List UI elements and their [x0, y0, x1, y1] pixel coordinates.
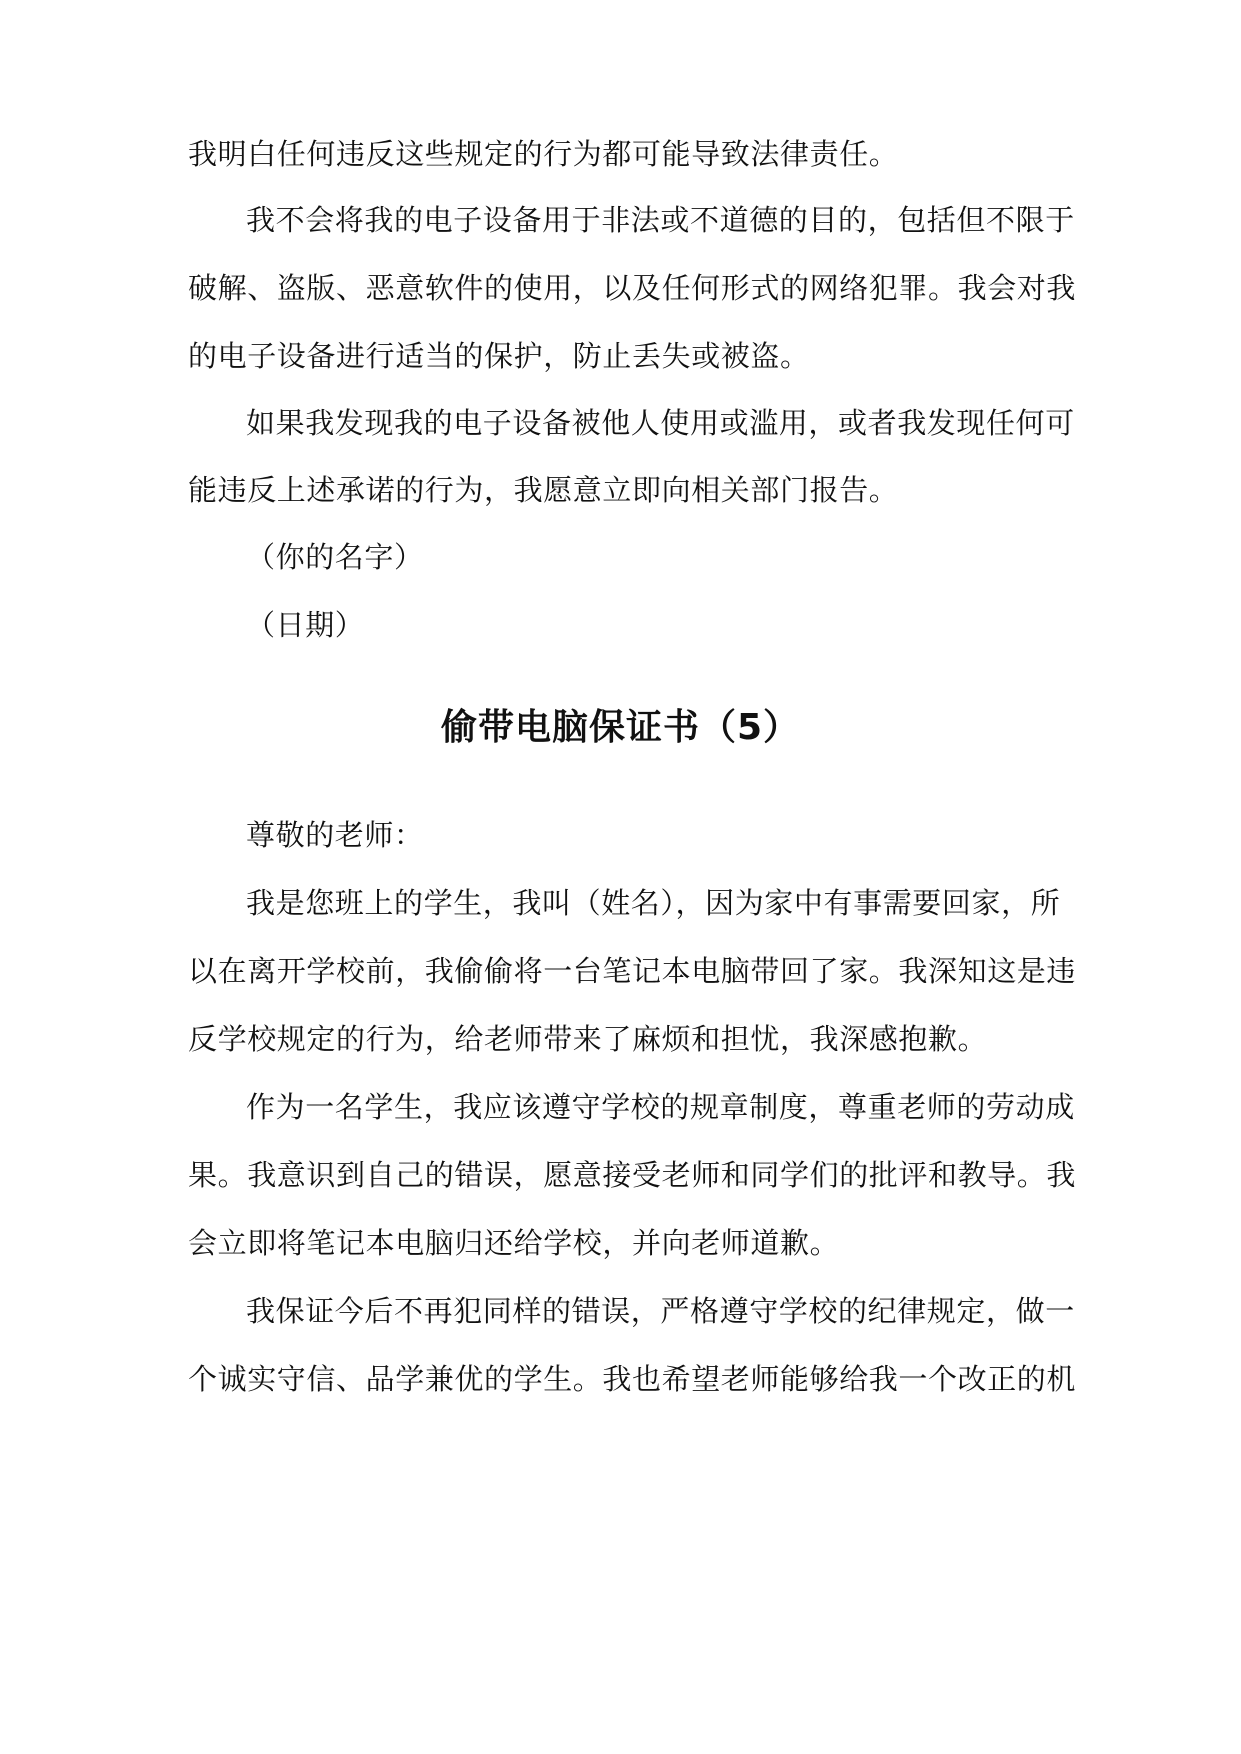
paragraph-line: 果。我意识到自己的错误，愿意接受老师和同学们的批评和教导。我 [188, 1158, 1077, 1192]
paragraph-line: 破解、盗版、恶意软件的使用，以及任何形式的网络犯罪。我会对我 [188, 271, 1077, 305]
paragraph-line: 会立即将笔记本电脑归还给学校，并向老师道歉。 [188, 1226, 840, 1260]
paragraph-line: 我是您班上的学生，我叫（姓名），因为家中有事需要回家，所 [246, 886, 1061, 920]
paragraph-line: 我明白任何违反这些规定的行为都可能导致法律责任。 [188, 137, 899, 171]
paragraph-line: 的电子设备进行适当的保护，防止丢失或被盗。 [188, 339, 810, 373]
section-title: 偷带电脑保证书（5） [440, 707, 801, 748]
salutation: 尊敬的老师： [246, 818, 424, 852]
paragraph-line: 如果我发现我的电子设备被他人使用或滥用，或者我发现任何可 [246, 406, 1075, 440]
paragraph-line: 以在离开学校前，我偷偷将一台笔记本电脑带回了家。我深知这是违 [188, 954, 1077, 988]
paragraph-line: 个诚实守信、品学兼优的学生。我也希望老师能够给我一个改正的机 [188, 1362, 1077, 1396]
paragraph-line: 我不会将我的电子设备用于非法或不道德的目的，包括但不限于 [246, 203, 1075, 237]
signature-name: （你的名字） [246, 540, 424, 574]
paragraph-line: 反学校规定的行为，给老师带来了麻烦和担忧，我深感抱歉。 [188, 1022, 988, 1056]
signature-date: （日期） [246, 608, 365, 642]
paragraph-line: 我保证今后不再犯同样的错误，严格遵守学校的纪律规定，做一 [246, 1294, 1075, 1328]
paragraph-line: 能违反上述承诺的行为，我愿意立即向相关部门报告。 [188, 473, 899, 507]
paragraph-line: 作为一名学生，我应该遵守学校的规章制度，尊重老师的劳动成 [246, 1090, 1075, 1124]
